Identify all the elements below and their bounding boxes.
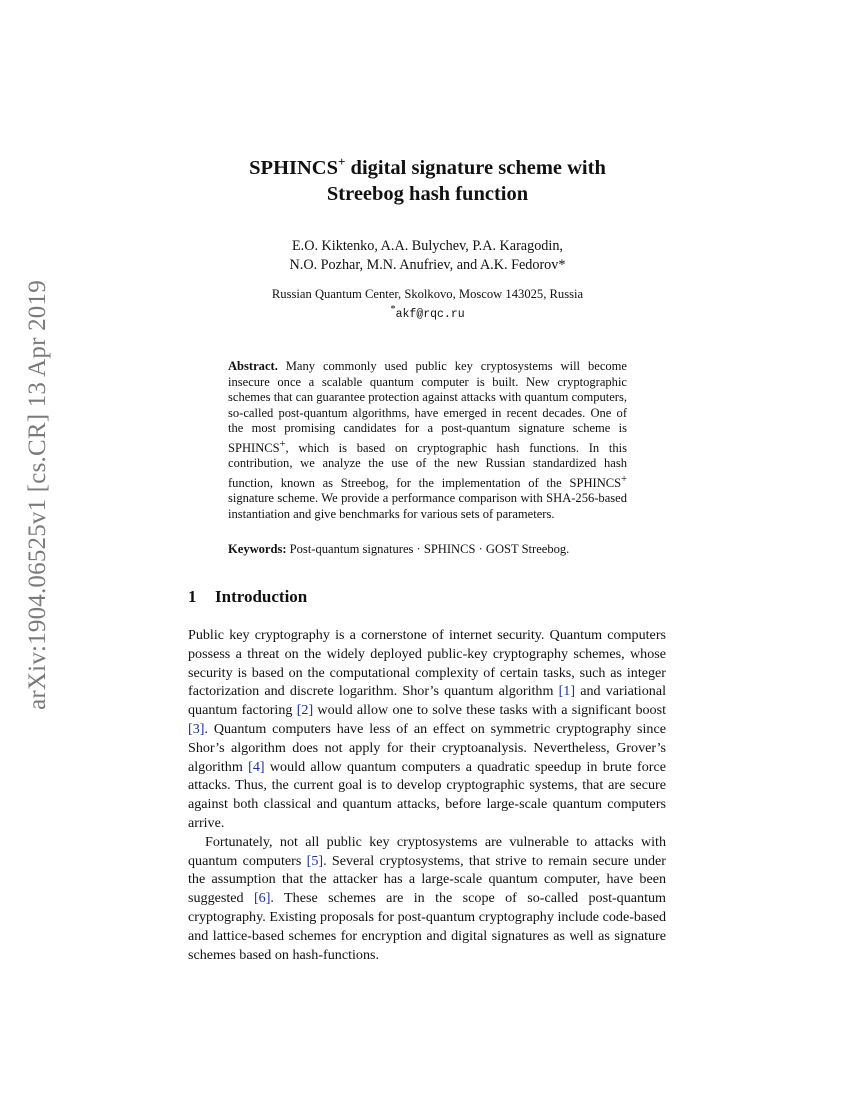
contact-email[interactable]: *akf@rqc.ru	[390, 304, 465, 322]
affiliation-line: Russian Quantum Center, Skolkovo, Moscow 143025, Russia	[271, 287, 584, 301]
author-list	[140, 237, 715, 275]
citation-link[interactable]: [3]	[188, 720, 205, 737]
paper-title	[140, 155, 715, 207]
abstract: Abstract. Many commonly used public key cryptosystems will become insecure once a scalable quantum computer is built. New cryptographic schemes that can guarantee protection against attacks with quantum computers, so-called post-quantum algorithms, have emerged in recent decades. One of the most promising candidates for a post-quantum signature scheme is SPHINCS+, which is based on cryptographic hash functions. In this contribution, we analyze the use of the new Russian standardized hash function, known as Streebog, for the implementation of the SPHINCS+ signature scheme. We provide a performance comparison with SHA-256-based instantiation and give benchmarks for various sets of parameters.	[228, 359, 627, 521]
title-line-1: SPHINCS+ digital signature scheme with	[249, 154, 606, 179]
authors-line-1: E.O. Kiktenko, A.A. Bulychev, P.A. Karagodin,	[292, 238, 563, 254]
authors-line-2: N.O. Pozhar, M.N. Anufriev, and A.K. Fedorov*	[289, 257, 566, 273]
keywords-label: Keywords:	[228, 542, 287, 556]
section-number: 1	[188, 587, 197, 606]
introduction-body	[188, 626, 666, 964]
paragraph: Public key cryptography is a cornerstone of internet security. Quantum computers possess a threat on the widely deployed public-key cryptography schemes, whose security is based on the computational complexity of certain tasks, such as integer factorization and discrete logarithm. Shor’s quantum algorithm [1] and variational quantum factoring [2] would allow one to solve these tasks with a significant boost [3]. Quantum computers have less of an effect on symmetric cryptography since Shor’s algorithm does not apply for their cryptoanalysis. Nevertheless, Grover’s algorithm [4] would allow quantum computers a quadratic speedup in brute force attacks. Thus, the current goal is to develop cryptographic systems, that are secure against both classical and quantum attacks, before large-scale quantum computers arrive.	[188, 627, 667, 831]
keywords: Keywords: Post-quantum signatures · SPHINCS · GOST Streebog.	[228, 542, 570, 556]
title-line-2: Streebog hash function	[326, 183, 529, 205]
affiliation	[140, 286, 715, 323]
citation-link[interactable]: [4]	[248, 758, 265, 775]
arxiv-identifier-stamp: arXiv:1904.06525v1 [cs.CR] 13 Apr 2019	[24, 280, 51, 710]
citation-link[interactable]: [5]	[306, 852, 324, 869]
citation-link[interactable]: [2]	[296, 702, 314, 719]
paragraph: Fortunately, not all public key cryptosystems are vulnerable to attacks with quantum computers [5]. Several cryptosystems, that strive to remain secure under the assumption that the attacker has a large-scale quantum computer, have been suggested [6]. These schemes are in the scope of so-called post-quantum cryptography. Existing proposals for post-quantum cryptography include code-based and lattice-based schemes for encryption and digital signatures as well as signature schemes based on hash-functions.	[188, 833, 666, 963]
section-heading-introduction	[188, 587, 307, 607]
abstract-label: Abstract.	[228, 359, 278, 373]
citation-link[interactable]: [1]	[558, 683, 576, 700]
citation-link[interactable]: [6]	[253, 890, 271, 907]
section-title: Introduction	[215, 587, 308, 606]
